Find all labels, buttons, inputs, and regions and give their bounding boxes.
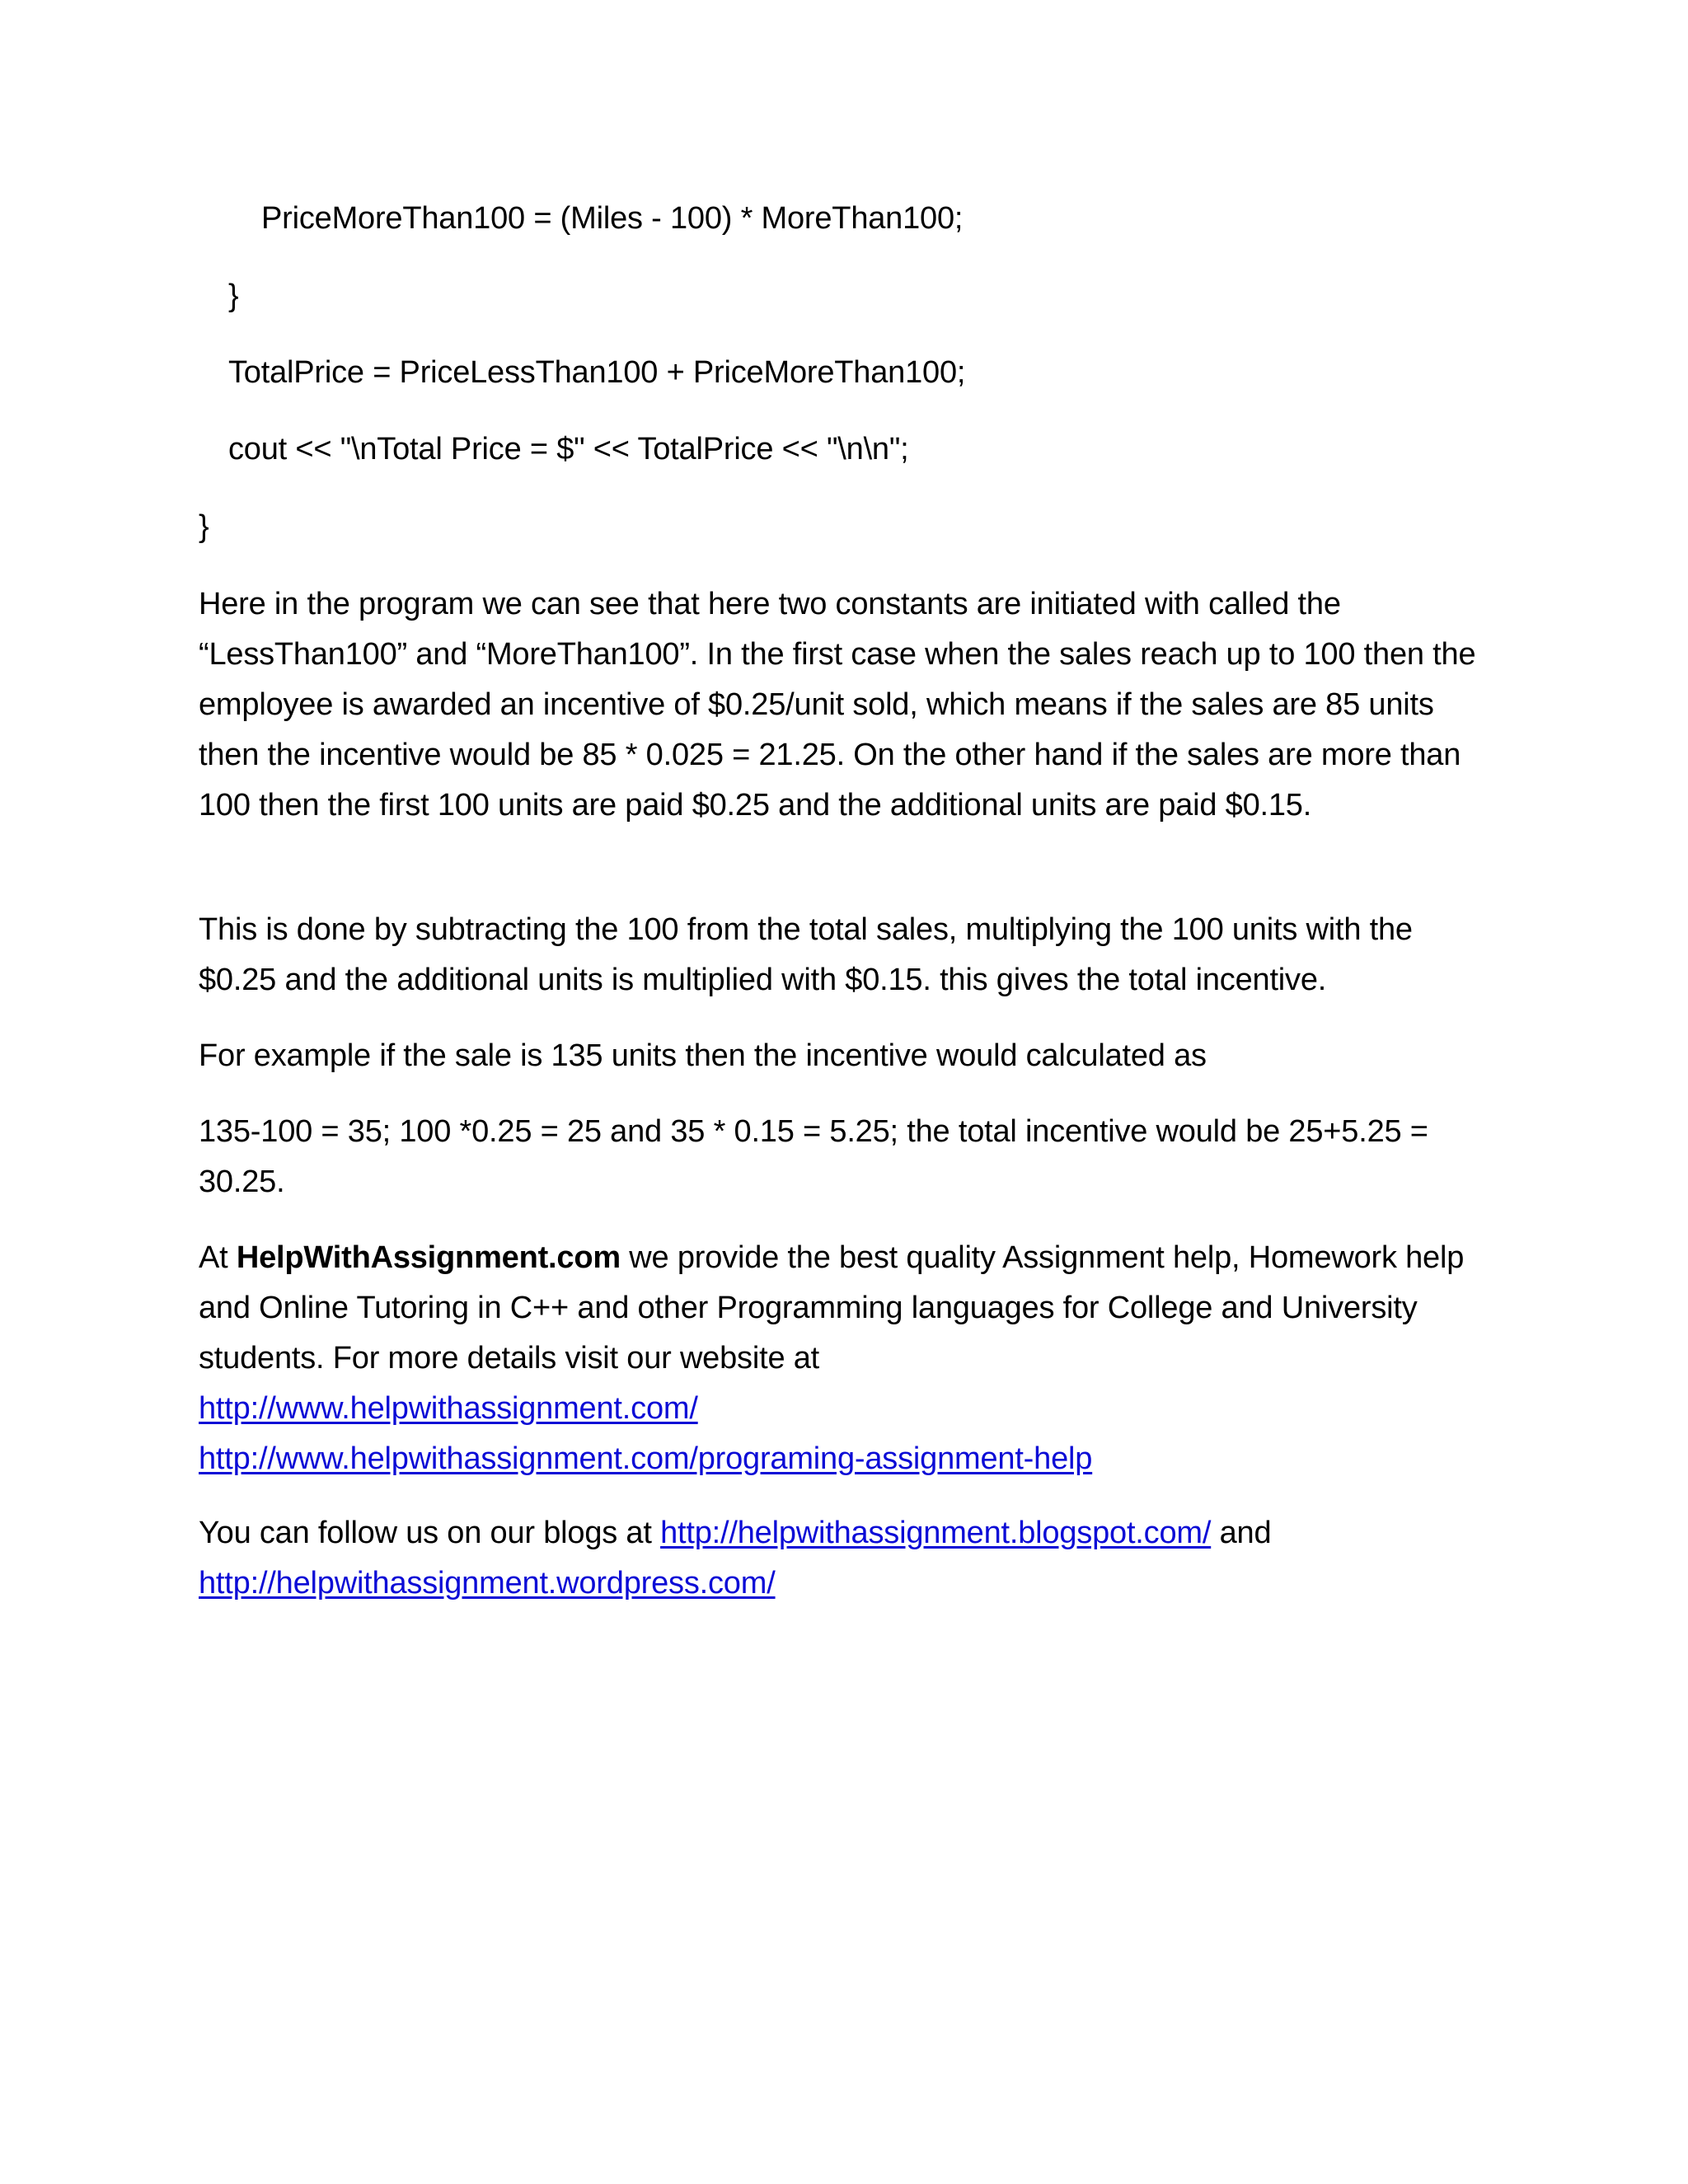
code-line-close-brace-inner: } bbox=[228, 279, 239, 313]
code-line-close-brace-outer: } bbox=[199, 509, 209, 544]
code-line-price-more-than-100: PriceMoreThan100 = (Miles - 100) * MoreThan100; bbox=[261, 201, 964, 236]
blogs-prefix: You can follow us on our blogs at bbox=[199, 1516, 661, 1550]
blogs-text bbox=[199, 1508, 1493, 1558]
paragraph-explanation bbox=[199, 579, 1493, 831]
brand-name: HelpWithAssignment.com bbox=[236, 1240, 621, 1275]
blogs-and: and bbox=[1211, 1516, 1272, 1550]
blogspot-link[interactable]: http://helpwithassignment.blogspot.com/ bbox=[660, 1516, 1212, 1550]
method-text: This is done by subtracting the 100 from the total sales, multiplying the 100 units with the $0.25 and the additional units is multiplied with $0.15. this gives the total incentive. bbox=[199, 912, 1413, 997]
paragraph-example-calc bbox=[199, 1107, 1493, 1207]
wordpress-link[interactable]: http://helpwithassignment.wordpress.com/ bbox=[199, 1566, 776, 1601]
example-calc-text: 135-100 = 35; 100 *0.25 = 25 and 35 * 0.15 = 5.25; the total incentive would be 25+5.25 = 30.25. bbox=[199, 1114, 1428, 1199]
website-link[interactable]: http://www.helpwithassignment.com/ bbox=[199, 1391, 698, 1426]
promo-prefix: At bbox=[199, 1240, 237, 1275]
promo-text bbox=[199, 1233, 1493, 1384]
paragraph-promo bbox=[199, 1233, 1493, 1484]
code-line-cout: cout << "\nTotal Price = $" << TotalPrice << "\n\n"; bbox=[228, 432, 909, 466]
paragraph-example-intro bbox=[199, 1031, 1493, 1081]
programming-help-link[interactable]: http://www.helpwithassignment.com/programing-assignment-help bbox=[199, 1441, 1093, 1476]
promo-body: we provide the best quality Assignment help, Homework help and Online Tutoring in C++ and other Programming languages for College and University students. For more details visit our website at bbox=[199, 1240, 1465, 1376]
code-line-total-price: TotalPrice = PriceLessThan100 + PriceMoreThan100; bbox=[228, 355, 966, 390]
example-intro-text: For example if the sale is 135 units then the incentive would calculated as bbox=[199, 1038, 1207, 1073]
paragraph-blogs bbox=[199, 1508, 1493, 1609]
paragraph-method bbox=[199, 905, 1493, 1005]
explanation-text: Here in the program we can see that here two constants are initiated with called the “LessThan100” and “MoreThan100”. In the first case when the sales reach up to 100 then the employee is awarded an incentive of $0.25/unit sold, which means if the sales are 85 units then the incentive would be 85 * 0.025 = 21.25. On the other hand if the sales are more than 100 then the first 100 units are paid $0.25 and the additional units are paid $0.15. bbox=[199, 587, 1476, 823]
